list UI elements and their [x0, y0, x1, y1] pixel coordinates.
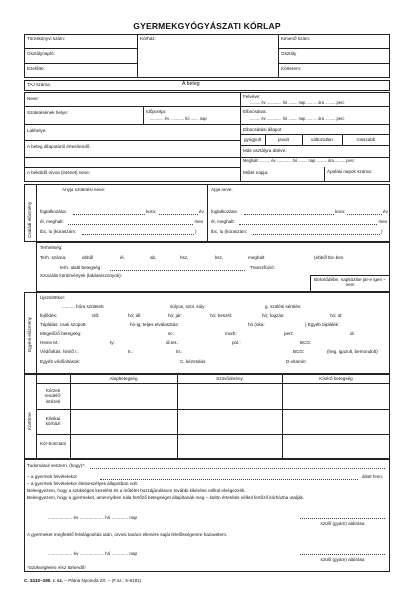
transzfuzio-label: Transzfúzió: [250, 265, 275, 270]
state-valtozatlan[interactable]: változatlan [311, 137, 333, 142]
torzskonyvi-label: Törzskönyvi szám: [27, 36, 66, 41]
state-rosszabb[interactable]: rosszabb [356, 137, 376, 142]
anya-tbc: tbc, lu (kúraszám: [40, 229, 77, 234]
szulo-alairas-2: szülő (gyám) aláírása [320, 557, 365, 562]
datum-1: ................... év ................... hó ............. nap [48, 515, 138, 520]
terh-szama-label: Terh. száma: [40, 255, 67, 260]
elbocsatva-label: Elbocsátva: [243, 109, 267, 114]
anya-foglalkozasa: foglalkozása: [40, 209, 67, 214]
row-klinikai: Klinikai kórházi [45, 416, 61, 427]
szulo-alairas-1: szülő (gyám) aláírása [320, 521, 365, 526]
anyja-label: Anyja születési neve: [62, 187, 106, 192]
family-side-label: Családi előzmény [27, 201, 32, 238]
elbocsataskori-label: Elbocsátási állapot [243, 127, 282, 132]
anya-el-meghalt: él, meghalt: [40, 219, 64, 224]
col-szovodmeny: Szövődmény [216, 376, 243, 381]
col-kisero: Kísérő betegség [319, 376, 353, 381]
korterem-label: Kórterem: [281, 66, 302, 71]
idopontja-label: Időpontja: [146, 109, 167, 114]
kimeno-label: Kimenő szám: [281, 36, 311, 41]
apolasi-label: Ápolási napok száma: [327, 169, 372, 174]
infant-side-label: Egyéni előzmény [27, 317, 32, 352]
szocialis-label: Szociális körülmények (lakásviszonyok): [40, 273, 122, 278]
tudomasul-label: Tudomásul veszem, (hogy)*: [27, 463, 86, 468]
state-gyogyult[interactable]: gyógyult [243, 137, 262, 142]
row-korbonctani: Kór-bonctani [39, 441, 67, 446]
felveve-date: ......... év ............. hó ........ nap ......... óra ......... perc [250, 100, 345, 105]
korhaz-label: Kórház: [140, 36, 156, 41]
apja-label: Apja neve: [211, 187, 233, 192]
bekuldo-label: A beküldő orvos (intézet) neve: [27, 170, 91, 175]
bolcsode-label: Bölcsődébe, napközibe jár-e igen –nem [314, 277, 386, 288]
elbocsatva-date: ......... év ............. hó ........ nap ......... óra ......... perc [250, 116, 345, 121]
terh-alatti-label: terh. alatti betegség: [60, 265, 102, 270]
lakhelye-label: Lakhelye: [27, 128, 47, 133]
abeteg-label: A beteg [182, 81, 200, 87]
szuletes-label: Születésének helye: [27, 110, 69, 115]
osztalynaplo-label: Osztálynapló: [27, 51, 55, 56]
osztaly-label: Osztály [281, 51, 297, 56]
illness-table [24, 374, 390, 459]
row-korzeti: Kórzeti rendelő-intézeti [44, 388, 62, 404]
mutet-label: Műtét napja: [243, 170, 269, 175]
page-title: GYERMEKGYÓGYÁSZATI KÓRLAP [133, 21, 281, 31]
meghalt-label: Meghalt: ......... év ............. hó ........ nap ......... óra ......... perc [243, 158, 355, 163]
mas-osztaly-label: Más osztályra áttéve: [243, 148, 287, 153]
ezelotte-label: Ezelőtte: [27, 66, 45, 71]
ido-date: ............ év ............ hó ....... nap [150, 116, 207, 121]
publisher: – Pátria Nyomda Zrt. – (F.sz.: 5-8181) [64, 578, 142, 583]
allapot-label: A beteg állapotáról értesítendő: [27, 144, 91, 149]
apa-tbc: tbc, lu (kúraszám: [211, 229, 248, 234]
ujszulott-label: Újszülöttkor: [40, 295, 66, 300]
terhelt-label: Terheltség: [40, 245, 63, 250]
neve-label: Neve: [27, 96, 40, 101]
state-javult[interactable]: javult [278, 137, 289, 142]
form-code: C. 3410–280. r. sz. [24, 578, 64, 583]
taj-label: TAJ száma: [27, 82, 51, 87]
felveve-label: Felvéve: [243, 94, 261, 99]
illness-side-label: Kórtörne [27, 412, 32, 430]
form-footer [24, 578, 141, 583]
datum-2: ................... év ................... hó ............. nap [48, 551, 138, 556]
header-box [24, 34, 390, 78]
col-alapbetegseg: Alapbetegség [109, 376, 138, 381]
apa-foglalkozasa: foglalkozása: [211, 209, 238, 214]
apa-el-meghalt: él, meghalt: [211, 219, 235, 224]
